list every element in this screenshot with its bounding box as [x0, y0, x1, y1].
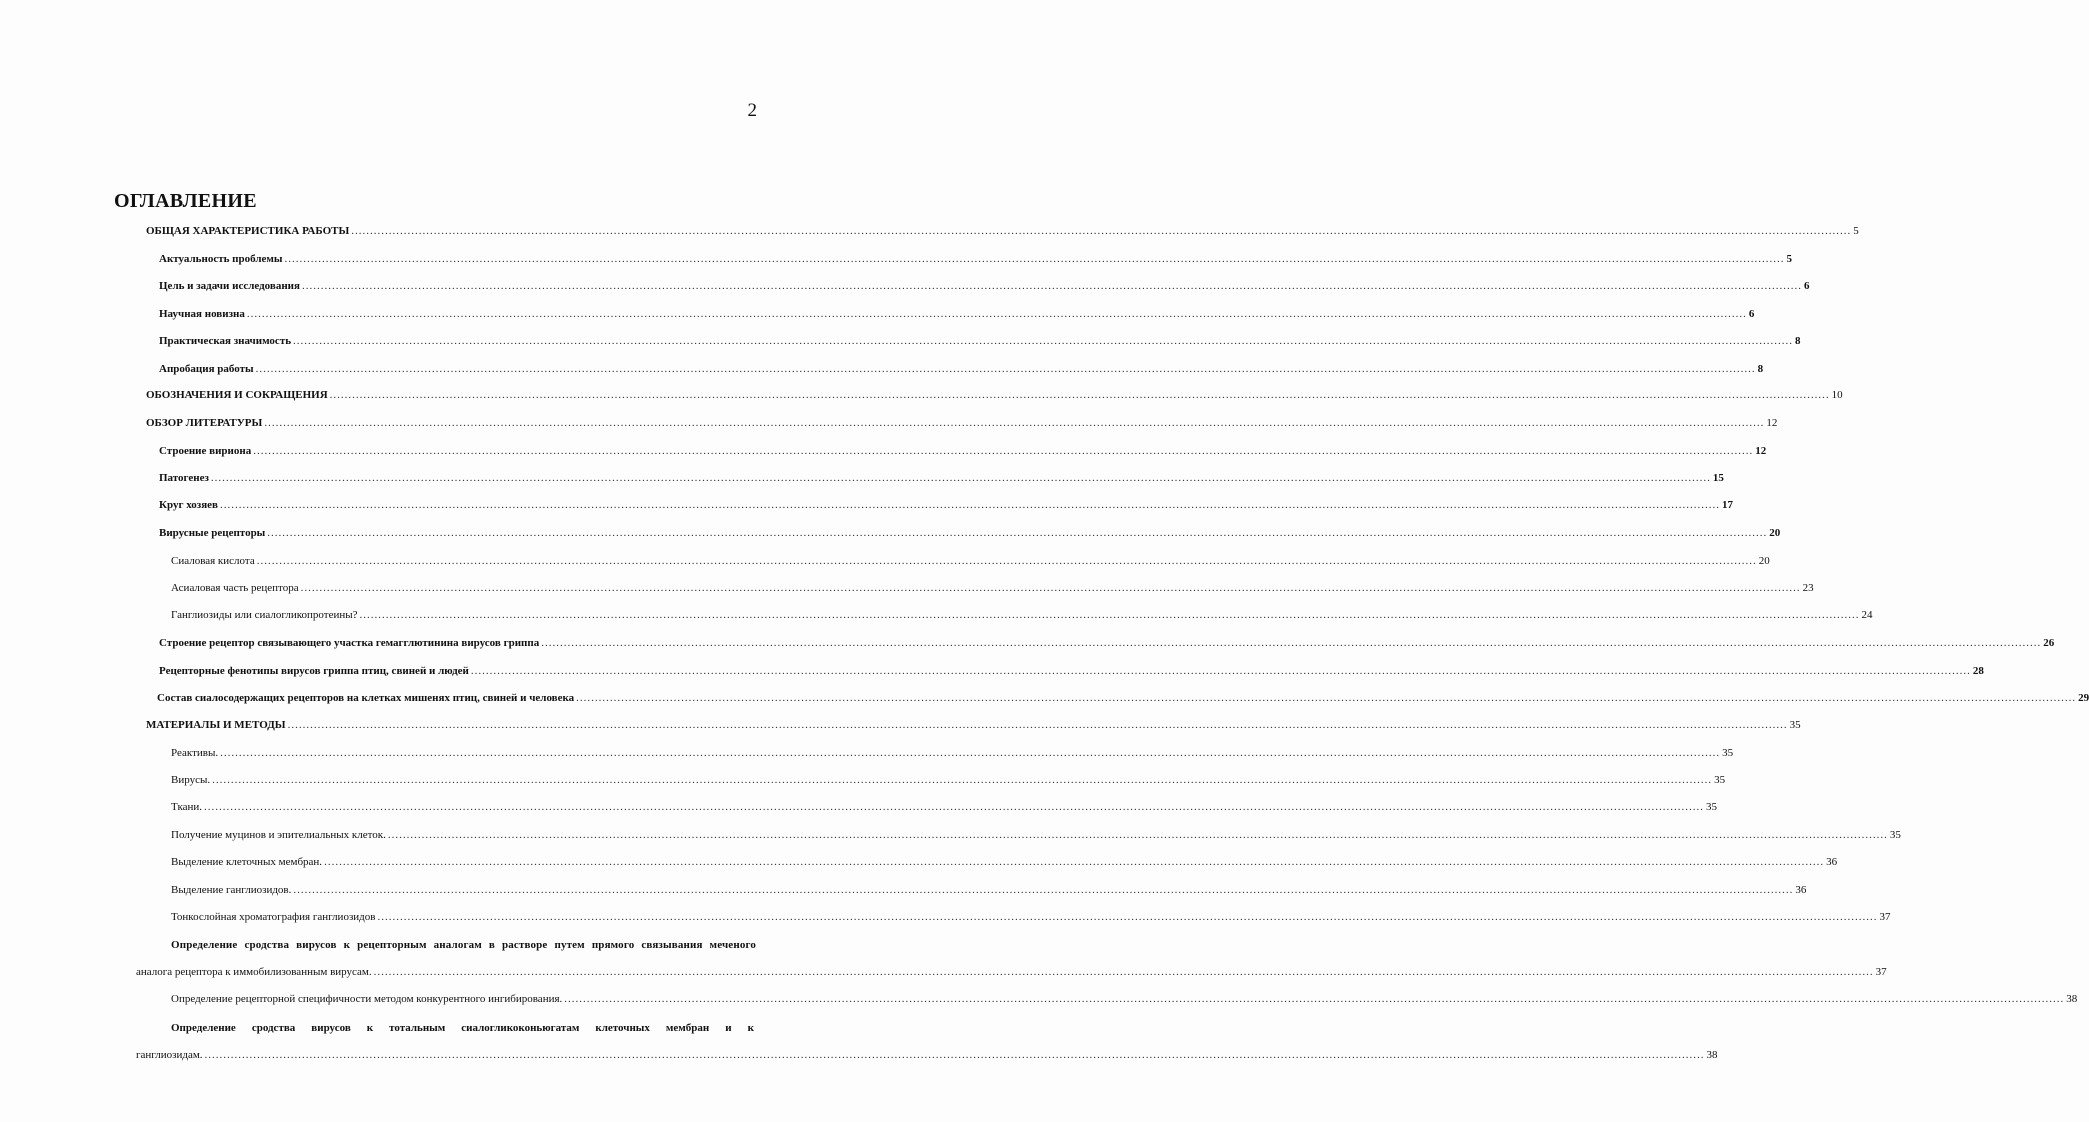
dot-leader: ................................................................................................................................................................................................................................................................................................................................................................................................................ [359, 609, 1860, 621]
toc-entry-page: 38 [1706, 1049, 1718, 1061]
page-title: ОГЛАВЛЕНИЕ [114, 190, 257, 212]
toc-entry [146, 719, 1801, 731]
toc-entry-label: Патогенез [159, 472, 209, 484]
toc-entry-page: 24 [1861, 609, 1873, 621]
toc-entry-page: 37 [1879, 911, 1891, 923]
toc-entry-page: 8 [1795, 335, 1801, 347]
toc-entry [146, 389, 1843, 401]
dot-leader: ................................................................................................................................................................................................................................................................................................................................................................................................................ [210, 472, 1711, 484]
dot-leader: ................................................................................................................................................................................................................................................................................................................................................................................................................ [253, 445, 1754, 457]
toc-entry-page: 36 [1826, 856, 1838, 868]
toc-entry-label: Актуальность проблемы [159, 253, 283, 265]
toc-entry-page: 12 [1755, 445, 1767, 457]
toc-entry-label: Ганглиозиды или сиалогликопротеины? [171, 609, 358, 621]
toc-entry-page: 35 [1722, 747, 1734, 759]
toc-entry [159, 527, 1781, 539]
toc-entry-label: Рецепторные фенотипы вирусов гриппа птиц, свиней и людей [159, 665, 469, 677]
toc-entry-page: 12 [1766, 417, 1778, 429]
dot-leader: ................................................................................................................................................................................................................................................................................................................................................................................................................ [564, 993, 2065, 1005]
toc-word: сиалогликоконьюгатам [461, 1022, 580, 1034]
toc-entry-page: 17 [1721, 499, 1733, 511]
toc-entry-page: 10 [1831, 389, 1843, 401]
toc-entry [159, 637, 2055, 649]
dot-leader: ................................................................................................................................................................................................................................................................................................................................................................................................................ [293, 884, 1794, 896]
toc-entry-page: 26 [2043, 637, 2055, 649]
toc-entry-page: 35 [1706, 801, 1718, 813]
toc-entry-page: 8 [1757, 363, 1764, 375]
toc-entry-label: Асиаловая часть рецептора [171, 582, 299, 594]
dot-leader: ................................................................................................................................................................................................................................................................................................................................................................................................................ [204, 1049, 1705, 1061]
toc-entry [171, 993, 2078, 1005]
dot-leader: ................................................................................................................................................................................................................................................................................................................................................................................................................ [300, 582, 1801, 594]
toc-entry-label: ОБЩАЯ ХАРАКТЕРИСТИКА РАБОТЫ [146, 225, 350, 237]
toc-entry [159, 308, 1755, 320]
toc-entry-label: Определение сродства вирусов к рецепторным аналогам в растворе путем прямого связывания меченого [171, 939, 756, 951]
toc-entry [159, 253, 1792, 265]
toc-entry [171, 884, 1807, 896]
toc-entry [171, 911, 1891, 923]
dot-leader: ................................................................................................................................................................................................................................................................................................................................................................................................................ [204, 801, 1705, 813]
toc-entry-page: 23 [1802, 582, 1814, 594]
toc-entry [136, 1049, 1718, 1061]
toc-entry-label: Вирусные рецепторы [159, 527, 266, 539]
toc-entry-page: 6 [1748, 308, 1755, 320]
toc-entry-page: 35 [1714, 774, 1726, 786]
dot-leader: ................................................................................................................................................................................................................................................................................................................................................................................................................ [219, 499, 1720, 511]
toc-word: сродства [251, 1022, 296, 1034]
toc-entry-page: 37 [1875, 966, 1887, 978]
toc-entry-label: Тонкослойная хроматография ганглиозидов [171, 911, 376, 923]
dot-leader: ................................................................................................................................................................................................................................................................................................................................................................................................................ [576, 692, 2077, 704]
toc-word: к [366, 1022, 374, 1034]
dot-leader: ................................................................................................................................................................................................................................................................................................................................................................................................................ [293, 335, 1794, 347]
dot-leader: ................................................................................................................................................................................................................................................................................................................................................................................................................ [470, 665, 1971, 677]
toc-entry [171, 582, 1814, 594]
toc-entry-wrapped-line [171, 1022, 754, 1034]
toc-word: клеточных [595, 1022, 650, 1034]
toc-entry-page: 36 [1795, 884, 1807, 896]
toc-entry-page: 15 [1712, 472, 1724, 484]
toc-entry-label: Круг хозяев [159, 499, 218, 511]
toc-entry-page: 20 [1758, 555, 1770, 567]
dot-leader: ................................................................................................................................................................................................................................................................................................................................................................................................................ [287, 719, 1788, 731]
toc-entry [146, 225, 1859, 237]
dot-leader: ................................................................................................................................................................................................................................................................................................................................................................................................................ [301, 280, 1802, 292]
toc-entry-label: ОБОЗНАЧЕНИЯ И СОКРАЩЕНИЯ [146, 389, 328, 401]
toc-entry-page: 6 [1803, 280, 1810, 292]
toc-entry-page: 29 [2078, 692, 2089, 704]
toc-entry-label: ОБЗОР ЛИТЕРАТУРЫ [146, 417, 263, 429]
dot-leader: ................................................................................................................................................................................................................................................................................................................................................................................................................ [329, 389, 1830, 401]
toc-word: и [725, 1022, 732, 1034]
toc-entry-label: Строение рецептор связывающего участка гемагглютинина вирусов гриппа [159, 637, 540, 649]
toc-word: тотальным [389, 1022, 446, 1034]
dot-leader: ................................................................................................................................................................................................................................................................................................................................................................................................................ [264, 417, 1765, 429]
toc-entry-label: Сиаловая кислота [171, 555, 255, 567]
toc-entry [157, 692, 2089, 704]
toc-entry [171, 829, 1901, 841]
toc-entry [159, 280, 1810, 292]
toc-entry-label: Состав сиалосодержащих рецепторов на клетках мишенях птиц, свиней и человека [157, 692, 575, 704]
dot-leader: ................................................................................................................................................................................................................................................................................................................................................................................................................ [373, 966, 1874, 978]
toc-entry-label: Вирусы. [171, 774, 211, 786]
toc-entry [146, 417, 1778, 429]
dot-leader: ................................................................................................................................................................................................................................................................................................................................................................................................................ [267, 527, 1768, 539]
toc-entry-label: МАТЕРИАЛЫ И МЕТОДЫ [146, 719, 286, 731]
dot-leader: ................................................................................................................................................................................................................................................................................................................................................................................................................ [387, 829, 1888, 841]
toc-entry [171, 801, 1718, 813]
dot-leader: ................................................................................................................................................................................................................................................................................................................................................................................................................ [284, 253, 1785, 265]
toc-entry-label: Цель и задачи исследования [159, 280, 300, 292]
toc-entry [159, 499, 1733, 511]
toc-word: вирусов [311, 1022, 351, 1034]
toc-entry-label: Апробация работы [159, 363, 254, 375]
toc-entry-label: Реактивы. [171, 747, 219, 759]
page-number: 2 [747, 100, 757, 121]
toc-entry [171, 774, 1726, 786]
toc-entry-label: Определение рецепторной специфичности методом конкурентного ингибирования. [171, 993, 563, 1005]
dot-leader: ................................................................................................................................................................................................................................................................................................................................................................................................................ [256, 555, 1757, 567]
toc-entry-label: Строение вириона [159, 445, 252, 457]
dot-leader: ................................................................................................................................................................................................................................................................................................................................................................................................................ [351, 225, 1852, 237]
toc-entry-label: ганглиозидам. [136, 1049, 203, 1061]
toc-entry-label: Практическая значимость [159, 335, 292, 347]
toc-entry-label: аналога рецептора к иммобилизованным вирусам. [136, 966, 372, 978]
toc-entry [159, 445, 1767, 457]
toc-entry [159, 335, 1801, 347]
toc-word: мембран [665, 1022, 710, 1034]
toc-entry [171, 555, 1770, 567]
toc-entry-wrapped-line [171, 939, 756, 951]
dot-leader: ................................................................................................................................................................................................................................................................................................................................................................................................................ [324, 856, 1825, 868]
toc-entry-page: 38 [2066, 993, 2078, 1005]
toc-entry-page: 5 [1786, 253, 1792, 265]
toc-entry [159, 665, 1984, 677]
toc-entry [136, 966, 1887, 978]
toc-entry-page: 28 [1972, 665, 1984, 677]
toc-entry-page: 20 [1769, 527, 1781, 539]
dot-leader: ................................................................................................................................................................................................................................................................................................................................................................................................................ [220, 747, 1721, 759]
dot-leader: ................................................................................................................................................................................................................................................................................................................................................................................................................ [255, 363, 1756, 375]
toc-word: к [747, 1022, 754, 1034]
toc-entry-label: Получение муцинов и эпителиальных клеток. [171, 829, 386, 841]
toc-entry [171, 856, 1838, 868]
dot-leader: ................................................................................................................................................................................................................................................................................................................................................................................................................ [541, 637, 2042, 649]
toc-entry-page: 5 [1853, 225, 1859, 237]
toc-entry [171, 609, 1873, 621]
toc-entry-label: Ткани. [171, 801, 203, 813]
toc-entry-page: 35 [1889, 829, 1901, 841]
toc-entry [159, 472, 1724, 484]
toc-word: Определение [171, 1022, 236, 1034]
toc-entry-page: 35 [1789, 719, 1801, 731]
toc-entry-label: Выделение ганглиозидов. [171, 884, 292, 896]
toc-entry-label: Выделение клеточных мембран. [171, 856, 323, 868]
toc-entry [159, 363, 1764, 375]
toc-entry [171, 747, 1734, 759]
dot-leader: ................................................................................................................................................................................................................................................................................................................................................................................................................ [246, 308, 1747, 320]
dot-leader: ................................................................................................................................................................................................................................................................................................................................................................................................................ [212, 774, 1713, 786]
toc-entry-label: Научная новизна [159, 308, 245, 320]
dot-leader: ................................................................................................................................................................................................................................................................................................................................................................................................................ [377, 911, 1878, 923]
